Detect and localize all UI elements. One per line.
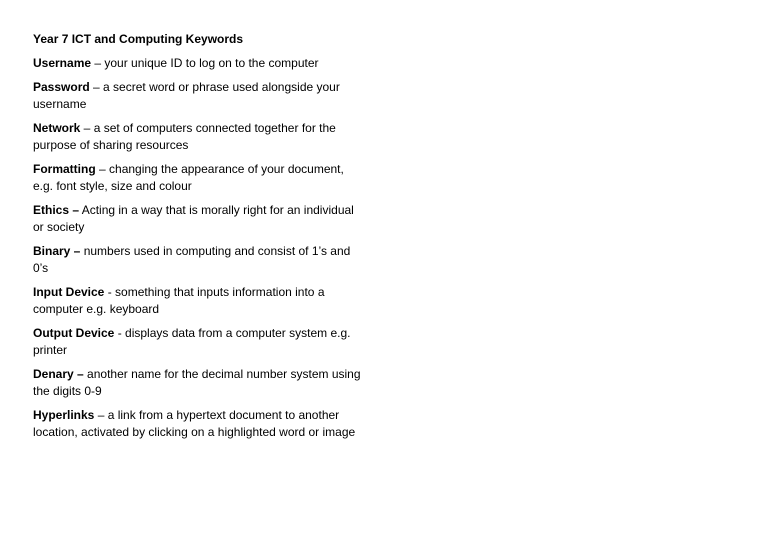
keyword-term: Denary –: [33, 367, 84, 381]
keyword-entry-formatting: [33, 161, 365, 195]
keywords-page: [33, 31, 365, 448]
keyword-term: Hyperlinks: [33, 408, 95, 422]
keyword-entry-username: [33, 55, 365, 72]
keyword-entry-output-device: [33, 325, 365, 359]
keyword-definition: displays data from a computer system e.g. printer: [33, 326, 351, 357]
keyword-separator: -: [104, 285, 116, 299]
keyword-term: Network: [33, 121, 81, 135]
keyword-separator: –: [94, 408, 108, 422]
keyword-definition: your unique ID to log on to the computer: [104, 56, 319, 70]
keyword-definition: numbers used in computing and consist of 1’s and 0’s: [33, 244, 351, 275]
keyword-separator: –: [91, 56, 105, 70]
keyword-entry-denary: [33, 366, 365, 400]
keyword-term: Username: [33, 56, 92, 70]
keyword-entry-network: [33, 120, 365, 154]
keyword-definition: changing the appearance of your document, e.g. font style, size and colour: [33, 162, 344, 193]
keyword-term: Binary –: [33, 244, 81, 258]
keyword-definition: Acting in a way that is morally right for an individual or society: [33, 203, 354, 234]
page-title: Year 7 ICT and Computing Keywords: [33, 32, 244, 46]
keyword-definition: another name for the decimal number system using the digits 0-9: [33, 367, 361, 398]
keyword-term: Password: [33, 80, 90, 94]
keyword-term: Input Device: [33, 285, 105, 299]
keyword-entry-input-device: [33, 284, 365, 318]
keyword-term: Output Device: [33, 326, 115, 340]
keyword-definition: a link from a hypertext document to another location, activated by clicking on a highlighted word or image: [33, 408, 356, 439]
keyword-definition: a set of computers connected together for the purpose of sharing resources: [33, 121, 336, 152]
keyword-entry-binary: [33, 243, 365, 277]
keyword-separator: -: [114, 326, 126, 340]
keyword-separator: –: [89, 80, 104, 94]
keyword-entry-hyperlinks: [33, 407, 365, 441]
keyword-separator: –: [95, 162, 110, 176]
keyword-definition: a secret word or phrase used alongside your username: [33, 80, 340, 111]
keyword-separator: –: [80, 121, 94, 135]
keyword-entry-password: [33, 79, 365, 113]
keyword-term: Ethics –: [33, 203, 80, 217]
keyword-entry-ethics: [33, 202, 365, 236]
keyword-definition: something that inputs information into a computer e.g. keyboard: [33, 285, 325, 316]
keyword-term: Formatting: [33, 162, 96, 176]
